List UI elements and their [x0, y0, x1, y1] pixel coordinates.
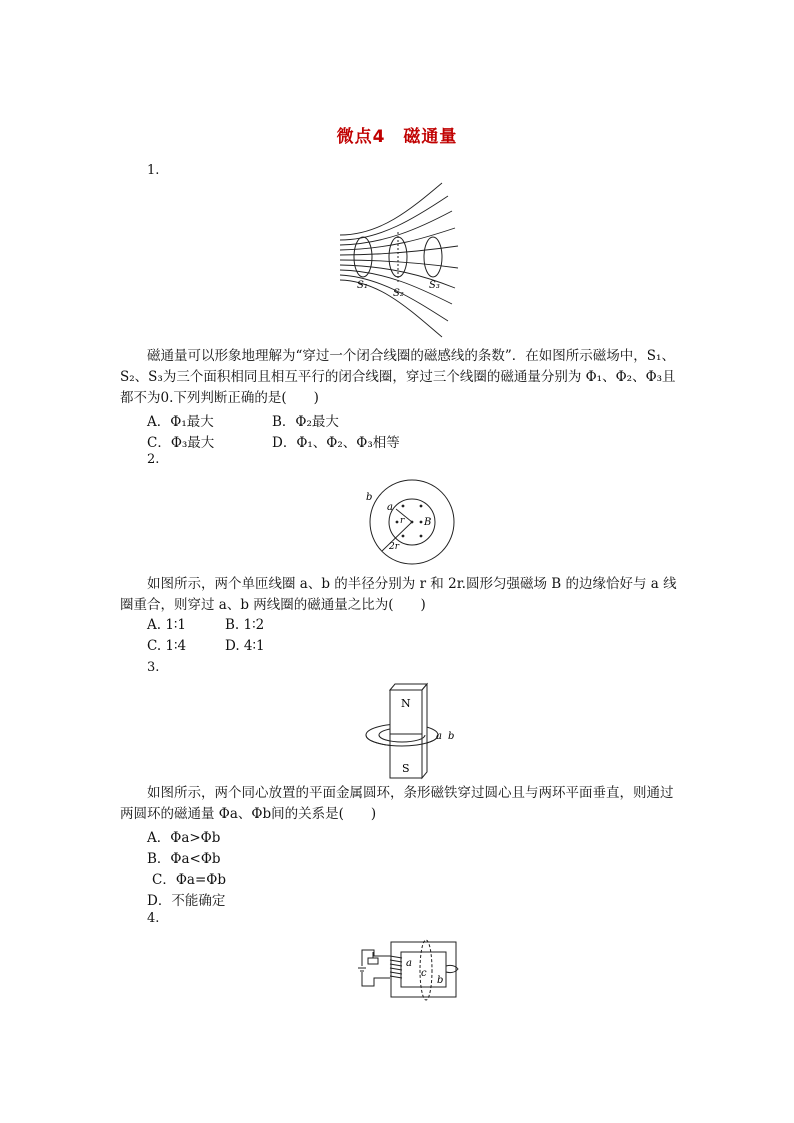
- q1-option-d: D．Φ₁、Φ₂、Φ₃相等: [272, 435, 400, 451]
- q1-option-b: B．Φ₂最大: [272, 414, 339, 430]
- figure-3-magnet-rings: [362, 682, 462, 780]
- q2-option-b: B. 1∶2: [225, 617, 265, 633]
- label-loop-c: c: [421, 968, 427, 979]
- question-1-stem: 磁通量可以形象地理解为“穿过一个闭合线圈的磁感线的条数”．在如图所示磁场中，S₁、S₂、S₃为三个面积相同且相互平行的闭合线圈，穿过三个线圈的磁通量分别为 Φ₁、Φ₂、Φ₃且都不为0.下列判断正确的是( ): [120, 348, 676, 406]
- question-2-number: 2.: [147, 452, 160, 467]
- question-4-number: 4.: [147, 911, 160, 926]
- label-coil-b: b: [437, 975, 444, 986]
- q3-option-c: C．Φa=Φb: [152, 872, 226, 888]
- question-2-stem: 如图所示，两个单匝线圈 a、b 的半径分别为 r 和 2r.圆形匀强磁场 B 的边缘恰好与 a 线圈重合，则穿过 a、b 两线圈的磁通量之比为( ): [120, 576, 677, 613]
- q1-option-c: C．Φ₃最大: [147, 435, 215, 451]
- label-s2: S₂: [393, 288, 404, 299]
- figure-1-field-lines: [330, 180, 480, 342]
- label-2r: 2r: [389, 542, 400, 552]
- question-3-stem: 如图所示，两个同心放置的平面金属圆环，条形磁铁穿过圆心且与两环平面垂直，则通过两圆环的磁通量 Φa、Φb间的关系是( ): [120, 785, 674, 822]
- question-1-number: 1.: [147, 163, 160, 178]
- label-ring-b: b: [448, 731, 455, 742]
- label-r: r: [400, 516, 405, 526]
- label-a: a: [387, 502, 393, 513]
- q2-option-d: D. 4∶1: [225, 638, 265, 654]
- page-title: 微点4 磁通量: [336, 127, 458, 147]
- q3-option-b: B．Φa<Φb: [147, 851, 221, 867]
- label-s1: S₁: [357, 280, 368, 291]
- label-s3: S₃: [429, 280, 440, 291]
- q2-option-a: A. 1∶1: [147, 617, 187, 633]
- label-s: S: [402, 762, 410, 775]
- label-coil-a: a: [406, 958, 412, 969]
- q1-option-a: A．Φ₁最大: [147, 414, 214, 430]
- q3-option-d: D．不能确定: [147, 893, 226, 909]
- label-ring-a: a: [436, 731, 442, 742]
- figure-2-concentric-coils: [362, 478, 462, 568]
- label-b: b: [366, 492, 373, 503]
- q2-option-c: C. 1∶4: [147, 638, 187, 654]
- question-3-number: 3.: [147, 660, 160, 675]
- figure-4-iron-core-circuit: [354, 936, 464, 1002]
- label-field-b: B: [424, 517, 432, 528]
- q3-option-a: A．Φa>Φb: [147, 830, 221, 846]
- label-n: N: [401, 697, 411, 710]
